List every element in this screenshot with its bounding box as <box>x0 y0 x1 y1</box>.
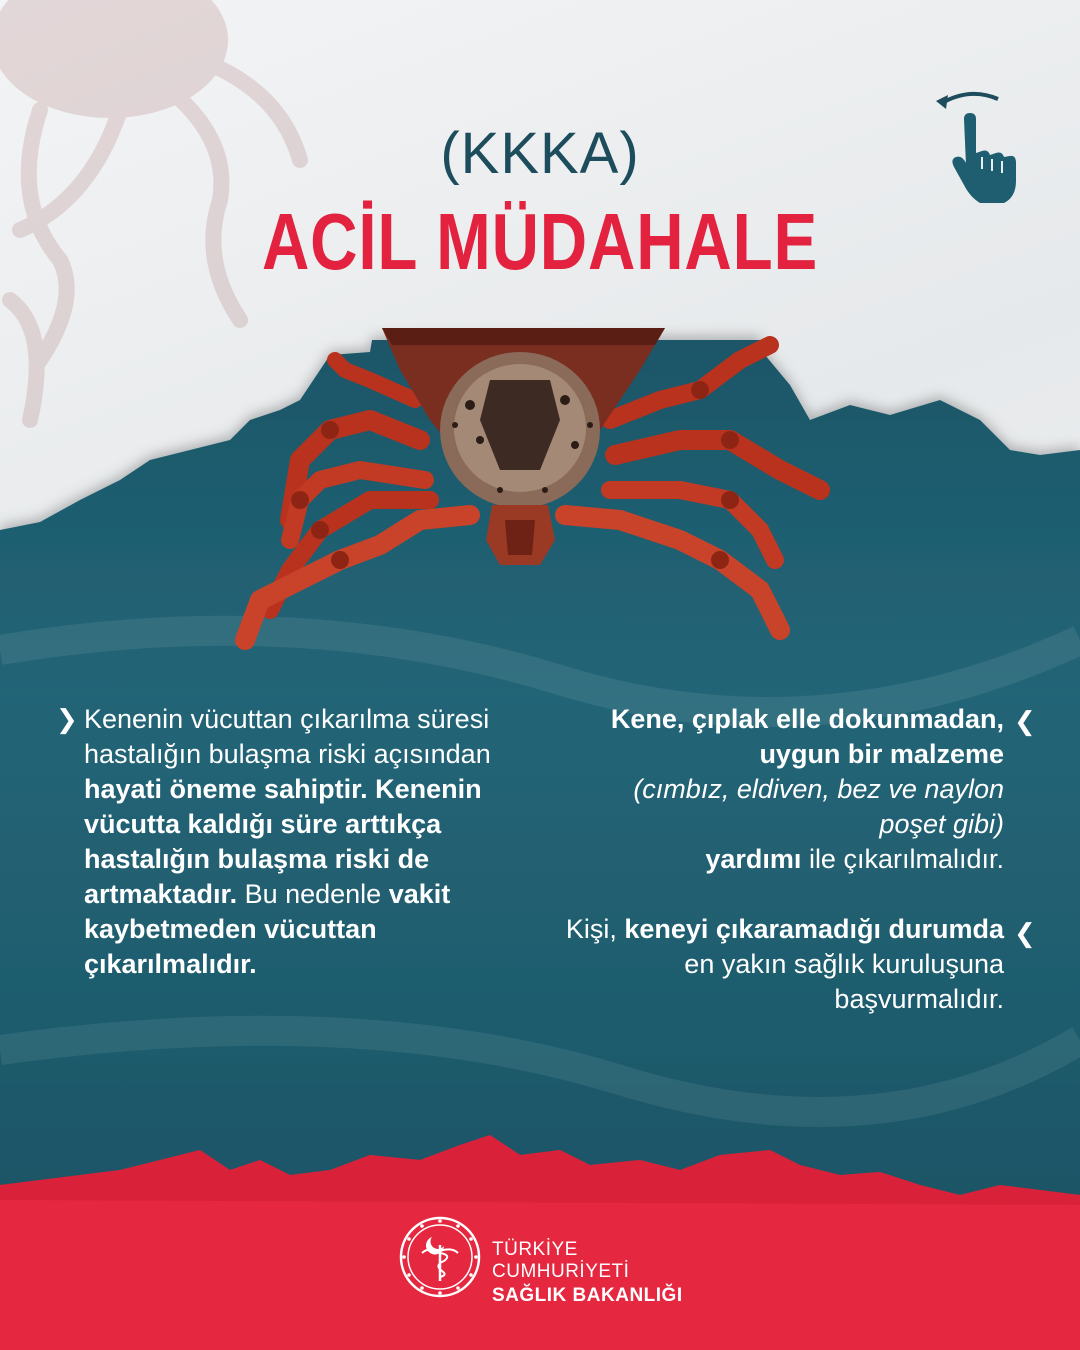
chevron-left-icon: ❮ <box>1014 706 1036 736</box>
right1-italic-1: (cımbız, eldiven, bez ve naylon poşet gibi) <box>633 774 1004 839</box>
right1-text-1: ile çıkarılmalıdır. <box>801 844 1004 874</box>
chevron-right-icon: ❯ <box>56 704 78 734</box>
org-name-line1: TÜRKİYE CUMHURİYETİ <box>492 1239 630 1282</box>
org-name-line2: SAĞLIK BAKANLIĞI <box>492 1285 683 1306</box>
right-info-column <box>560 702 1004 1017</box>
right-paragraph-1 <box>560 702 1004 877</box>
ministry-logo <box>398 1215 698 1305</box>
left-paragraph <box>84 702 514 982</box>
right1-bold-1: Kene, çıplak elle dokunmadan, uygun bir malzeme <box>610 704 1004 769</box>
left-bold-1: hayati öneme sahiptir. Kenenin vücutta kaldığı süre arttıkça hastalığın bulaşma riski de artmaktadır. <box>84 774 482 909</box>
right-paragraph-2 <box>560 912 1004 1017</box>
right2-bold-1: keneyi çıkaramadığı durumda <box>624 914 1004 944</box>
chevron-left-icon: ❮ <box>1014 918 1036 948</box>
page-title: ACİL MÜDAHALE <box>261 197 819 286</box>
ministry-name <box>492 1239 698 1307</box>
ministry-emblem-icon <box>398 1215 482 1299</box>
page-subtitle: (KKKA) <box>440 121 640 186</box>
right2-text-1: Kişi, <box>565 914 625 944</box>
left-info-column <box>84 702 514 982</box>
left-text-1: Kenenin vücuttan çıkarılma süresi hastalığın bulaşma riski açısından <box>84 704 491 769</box>
left-bold-2: vakit kaybetmeden vücuttan çıkarılmalıdır. <box>84 879 451 979</box>
left-text-2: Bu nedenle <box>237 879 389 909</box>
right2-text-2: en yakın sağlık kuruluşuna başvurmalıdır. <box>684 949 1004 1014</box>
right1-bold-2: yardımı <box>705 844 802 874</box>
